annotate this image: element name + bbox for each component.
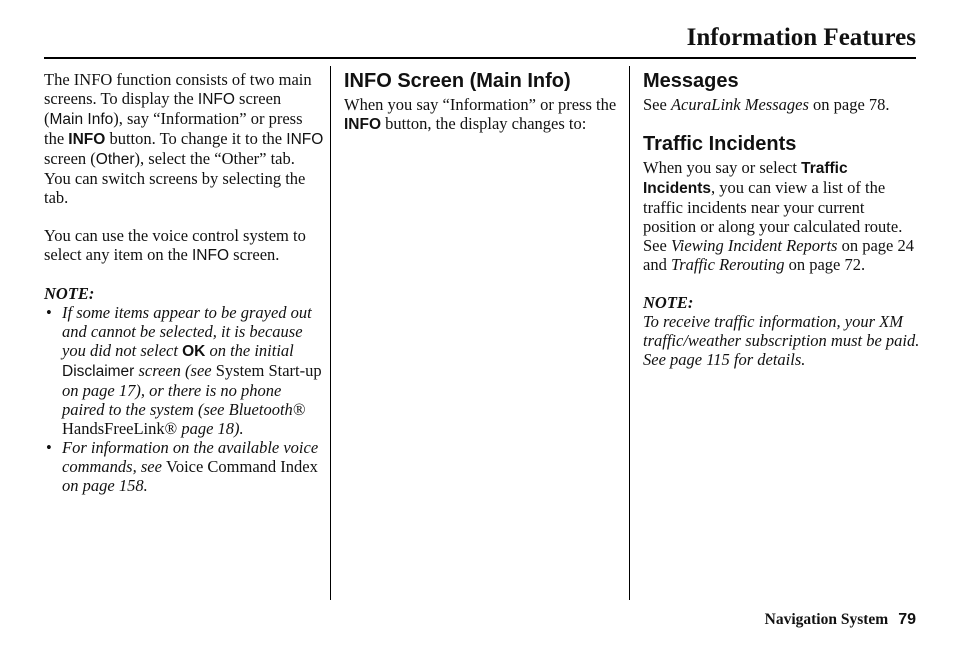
note-item-voice-commands: • For information on the available voice commands, see Voice Command Index on page 158. (44, 438, 324, 495)
column-1 (44, 70, 324, 495)
page-number: 79 (898, 611, 916, 628)
page-title: Information Features (686, 24, 916, 51)
system-start-up-ref: System Start-up (215, 361, 322, 380)
page-footer (765, 611, 916, 629)
info-keyword: INFO (286, 131, 324, 148)
ok-keyword: OK (182, 343, 206, 360)
messages-paragraph: See AcuraLink Messages on page 78. (643, 95, 890, 114)
section-heading-traffic-incidents: Traffic Incidents (643, 133, 797, 155)
disclaimer-keyword: Disclaimer (62, 363, 135, 380)
note-label: NOTE: (643, 293, 694, 312)
traffic-incidents-paragraph: When you say or select Traffic Incidents, you can view a list of the traffic incidents near your current position or along your calculated route. See Viewing Incident Reports on page 24 and Traffic Rerouting on page 72. (643, 158, 914, 274)
traffic-note-text: To receive traffic information, your XM traffic/weather subscription must be paid. See page 115 for details. (643, 312, 920, 369)
note-list (44, 303, 324, 495)
header-divider (44, 57, 916, 59)
traffic-incidents-keyword: Traffic Incidents (643, 160, 848, 197)
info-screen-paragraph: When you say “Information” or press the INFO button, the display changes to: (344, 95, 617, 133)
column-divider-1 (330, 66, 331, 600)
other-keyword: Other (95, 151, 135, 168)
intro-paragraph: The INFO function consists of two main screens. To display the INFO screen (Main Info), say “Information” or press the INFO button. To change it to the INFO screen (Other), select the “Other” tab. You can switch screens by selecting the tab. (44, 70, 324, 207)
info-button-keyword: INFO (68, 131, 106, 148)
acuralink-messages-ref: AcuraLink Messages (670, 95, 809, 114)
column-divider-2 (629, 66, 630, 600)
column-2 (344, 70, 624, 153)
viewing-incident-reports-ref: Viewing Incident Reports (670, 236, 838, 255)
footer-label: Navigation System (764, 611, 889, 628)
section-heading-messages: Messages (643, 70, 739, 92)
handsfreelink-ref: HandsFreeLink® (62, 419, 178, 438)
main-info-keyword: Main Info (49, 111, 114, 128)
traffic-rerouting-ref: Traffic Rerouting (670, 255, 785, 274)
info-keyword: INFO (197, 91, 235, 108)
note-label: NOTE: (44, 284, 95, 303)
note-item-grayed-out: • If some items appear to be grayed out and cannot be selected, it is because you did not select OK on the initial Disclaimer screen (see System Start-up on page 17), or there is no phone paired to the system (see Bluetooth® HandsFreeLink® page 18). (44, 303, 324, 438)
voice-command-index-ref: Voice Command Index (166, 457, 318, 476)
section-heading-info-screen: INFO Screen (Main Info) (344, 70, 571, 92)
voice-control-paragraph: You can use the voice control system to select any item on the INFO screen. (44, 226, 306, 264)
info-button-keyword: INFO (344, 116, 382, 133)
column-3 (643, 70, 921, 388)
info-keyword: INFO (192, 247, 230, 264)
